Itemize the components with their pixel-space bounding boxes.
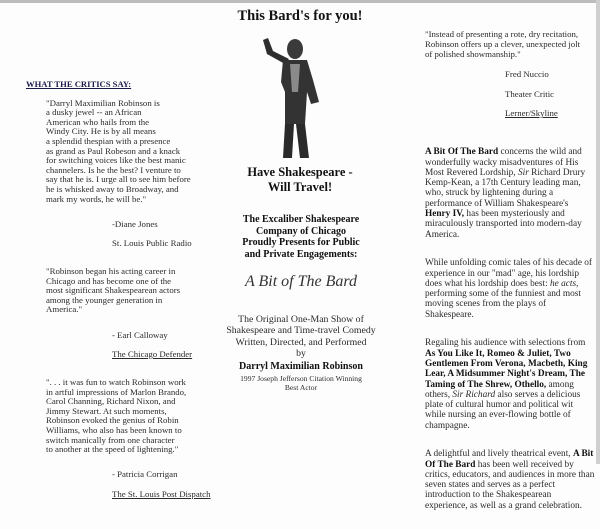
tagline: Have Shakespeare - Will Travel! <box>247 165 353 194</box>
text: performing some of the funniest and most moving scenes from the plays of Shakespeare. <box>425 289 581 320</box>
synopsis-paragraph-3 <box>425 338 595 431</box>
play-list-bold: As You Like It, Romeo & Juliet, Two Gentlemen From Verona, Macbeth, King Lear, A Midsummer Night's Dream, The Taming of The Shrew, Othello, <box>425 348 588 390</box>
text: also serves a delicious plate of cultural humor and political wit while nursing an ever-flowing bottle of champagne. <box>425 389 581 431</box>
text-italic: Sir Richard <box>452 389 496 400</box>
text: has been well received by critics, educators, and audiences in more than seven states and serves as a perfect introduction to the Shakespearean experience, as well as a grand celebration. <box>425 459 595 511</box>
text: While unfolding comic tales of his decade of experience in our "mad" age, his lordship does what his lordship does best: <box>425 258 593 289</box>
actor-photo <box>245 32 345 162</box>
critic-attribution-1 <box>112 210 212 258</box>
text: Regaling his audience with selections from <box>425 338 586 349</box>
critics-heading: WHAT THE CRITICS SAY: <box>26 79 132 89</box>
page-title: This Bard's for you! <box>237 8 363 24</box>
performer-name: Darryl Maximilian Robinson <box>239 361 363 372</box>
critic-quote-3: ". . . it was fun to watch Robinson work in artful impressions of Marlon Brando, Carol Channing, Richard Nixon, and Jimmy Stewart. At such moments, Robinson evoked the genius of Robin Williams, who also has been known to switch manically from one character to another at the speed of lightening." <box>46 377 187 455</box>
critic-quote-4: "Instead of presenting a rote, dry recitation, Robinson offers up a clever, unexpected jolt of polished showmanship." <box>425 29 581 59</box>
synopsis-column <box>425 30 595 529</box>
text: has been mysteriously and miraculously transported into modern-day America. <box>425 209 582 240</box>
critic-quote-1: "Darryl Maximilian Robinson is a dusky jewel -- an African American who hails from the Windy City. He is by all means a splendid thespian with a presence as grand as Paul Robeson and a knack for switching voices like the best manic channelers. Is he the best? I venture to say that he is. I urge all to see him before he is whisked away to Broadway, and mark my words, he will be." <box>46 97 191 204</box>
synopsis-paragraph-1 <box>425 147 595 240</box>
critic-source-2: The Chicago Defender <box>112 348 193 359</box>
critic-author-3: - Patricia Corrigan <box>112 469 178 480</box>
text: among others, <box>425 379 574 400</box>
critics-column <box>26 80 212 518</box>
critic-attribution-4 <box>505 60 595 129</box>
critic-source-4: Lerner/Skyline <box>505 108 558 119</box>
critic-attribution-2 <box>112 321 212 369</box>
critic-source-1: St. Louis Public Radio <box>112 237 192 248</box>
text: concerns the wild and wonderfully wacky misadventures of His Most Revered Lordship, <box>425 147 582 178</box>
scan-edge-right <box>596 0 600 464</box>
critic-author-1: -Diane Jones <box>112 218 158 229</box>
critic-attribution-3 <box>112 461 212 509</box>
show-title-script: A Bit of The Bard <box>245 273 357 290</box>
synopsis-paragraph-4 <box>425 449 595 511</box>
presenter-text: The Excaliber Shakespeare Company of Chicago Proudly Presents for Public and Private Engagements: <box>242 214 360 260</box>
critic-author-2: - Earl Calloway <box>112 329 168 340</box>
critic-source-3: The St. Louis Post Dispatch <box>112 488 211 499</box>
scan-edge-top <box>0 0 600 3</box>
text: A delightful and lively theatrical event, <box>425 449 573 460</box>
play-name-bold: Henry IV, <box>425 209 465 220</box>
show-description: The Original One-Man Show of Shakespeare and Time-travel Comedy Written, Directed, and Performed by <box>226 314 376 359</box>
award-text: 1997 Joseph Jefferson Citation Winning Best Actor <box>240 374 362 392</box>
critic-author-4: Fred Nuccio <box>505 69 549 80</box>
critic-role-4: Theater Critic <box>505 88 555 99</box>
text-italic: he acts, <box>549 278 579 289</box>
show-name-bold: A Bit Of The Bard <box>425 449 594 470</box>
text-italic: Sir <box>517 167 529 178</box>
critic-quote-2: "Robinson began his acting career in Chicago and has become one of the most significant Shakespearean actors among the younger generation in America." <box>46 266 181 315</box>
show-synopsis <box>425 137 595 529</box>
synopsis-paragraph-2 <box>425 258 595 320</box>
text: Richard Drury Kemp-Kean, a 17th Century leading man, who, struck by lightening during a performance of William Shakespeare's <box>425 167 586 209</box>
show-name-bold: A Bit Of The Bard <box>425 147 499 158</box>
